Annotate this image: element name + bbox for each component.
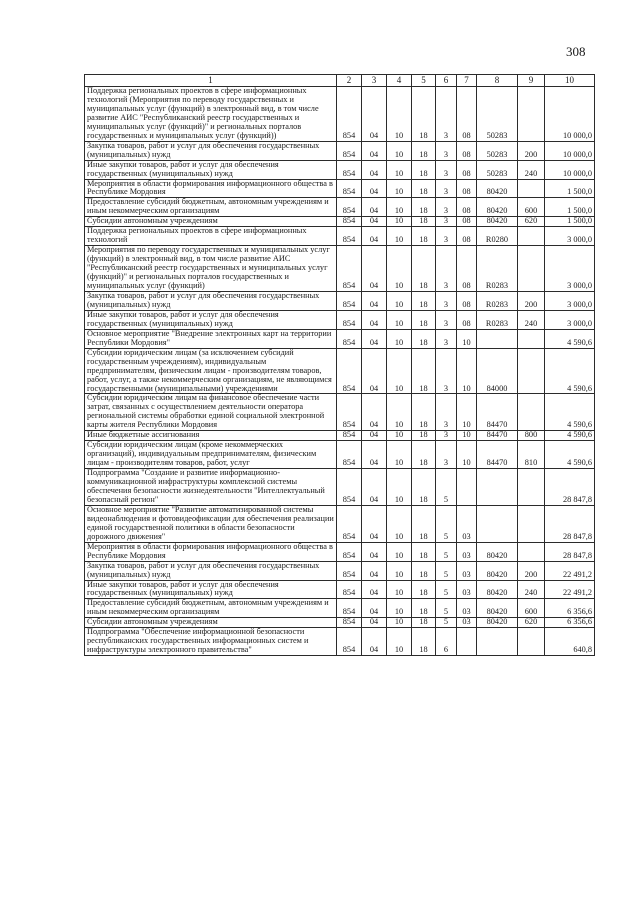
cell-program: 18 (412, 394, 436, 431)
cell-ministry: 854 (337, 505, 362, 542)
cell-expense-type: 200 (518, 291, 545, 310)
cell-section: 04 (362, 246, 387, 292)
row-name: Предоставление субсидий бюджетным, автономным учреждениям и иным некоммерческим организациям (85, 599, 337, 618)
table-row (85, 618, 595, 628)
cell-section: 04 (362, 394, 387, 431)
cell-program: 18 (412, 246, 436, 292)
cell-activity: 08 (457, 217, 477, 227)
cell-activity: 08 (457, 160, 477, 179)
cell-expense-type (518, 505, 545, 542)
cell-direction: R0283 (477, 291, 518, 310)
cell-subsection: 10 (387, 441, 412, 469)
cell-subprogram: 3 (436, 160, 457, 179)
cell-section: 04 (362, 542, 387, 561)
row-name: Основное мероприятие "Развитие автоматизированной системы видеонаблюдения и фотовидеофиксации для обеспечения реализации единой государственной политики в области безопасности дорожного движения" (85, 505, 337, 542)
cell-expense-type (518, 542, 545, 561)
cell-subsection: 10 (387, 580, 412, 599)
cell-subsection: 10 (387, 431, 412, 441)
cell-amount: 4 590,6 (545, 329, 595, 348)
table-row (85, 227, 595, 246)
table-row (85, 561, 595, 580)
cell-activity: 10 (457, 441, 477, 469)
cell-expense-type (518, 348, 545, 394)
cell-direction (477, 505, 518, 542)
cell-ministry: 854 (337, 198, 362, 217)
cell-subsection: 10 (387, 160, 412, 179)
cell-section: 04 (362, 217, 387, 227)
cell-program: 18 (412, 179, 436, 198)
cell-amount: 3 000,0 (545, 246, 595, 292)
cell-subprogram: 5 (436, 618, 457, 628)
cell-expense-type (518, 329, 545, 348)
cell-subprogram: 5 (436, 599, 457, 618)
cell-ministry: 854 (337, 87, 362, 142)
cell-activity: 08 (457, 198, 477, 217)
cell-direction: 80420 (477, 198, 518, 217)
column-header: 1 (85, 75, 337, 87)
cell-activity: 03 (457, 599, 477, 618)
cell-subprogram: 3 (436, 87, 457, 142)
cell-expense-type: 240 (518, 310, 545, 329)
cell-ministry: 854 (337, 561, 362, 580)
cell-section: 04 (362, 599, 387, 618)
cell-amount: 10 000,0 (545, 141, 595, 160)
row-name: Мероприятия в области формирования информационного общества в Республике Мордовия (85, 179, 337, 198)
table-row (85, 505, 595, 542)
cell-ministry: 854 (337, 542, 362, 561)
cell-activity: 03 (457, 505, 477, 542)
cell-ministry: 854 (337, 599, 362, 618)
cell-ministry: 854 (337, 618, 362, 628)
cell-subprogram: 5 (436, 542, 457, 561)
cell-subsection: 10 (387, 87, 412, 142)
cell-amount: 4 590,6 (545, 394, 595, 431)
cell-ministry: 854 (337, 246, 362, 292)
cell-program: 18 (412, 291, 436, 310)
cell-section: 04 (362, 160, 387, 179)
cell-section: 04 (362, 441, 387, 469)
cell-section: 04 (362, 329, 387, 348)
cell-section: 04 (362, 561, 387, 580)
row-name: Предоставление субсидий бюджетным, автономным учреждениям и иным некоммерческим организациям (85, 198, 337, 217)
table-row (85, 141, 595, 160)
cell-subprogram: 3 (436, 394, 457, 431)
cell-direction: R0283 (477, 246, 518, 292)
page-number: 308 (566, 44, 586, 59)
cell-expense-type (518, 246, 545, 292)
cell-amount: 28 847,8 (545, 469, 595, 506)
cell-direction: 50283 (477, 141, 518, 160)
cell-direction: 50283 (477, 160, 518, 179)
table-row (85, 348, 595, 394)
cell-activity: 08 (457, 246, 477, 292)
cell-program: 18 (412, 217, 436, 227)
cell-ministry: 854 (337, 628, 362, 656)
table-row (85, 431, 595, 441)
cell-program: 18 (412, 348, 436, 394)
cell-subprogram: 3 (436, 179, 457, 198)
cell-direction: 80420 (477, 542, 518, 561)
cell-activity: 08 (457, 227, 477, 246)
cell-amount: 22 491,2 (545, 561, 595, 580)
cell-subsection: 10 (387, 291, 412, 310)
table-row (85, 179, 595, 198)
cell-expense-type: 620 (518, 618, 545, 628)
table-row (85, 469, 595, 506)
cell-subsection: 10 (387, 394, 412, 431)
cell-amount: 6 356,6 (545, 618, 595, 628)
cell-direction: 84470 (477, 441, 518, 469)
cell-subsection: 10 (387, 561, 412, 580)
table-row (85, 310, 595, 329)
cell-section: 04 (362, 198, 387, 217)
row-name: Иные закупки товаров, работ и услуг для обеспечения государственных (муниципальных) нужд (85, 160, 337, 179)
cell-expense-type: 620 (518, 217, 545, 227)
cell-ministry: 854 (337, 348, 362, 394)
cell-expense-type: 200 (518, 141, 545, 160)
table-row (85, 87, 595, 142)
cell-subsection: 10 (387, 628, 412, 656)
cell-ministry: 854 (337, 469, 362, 506)
cell-ministry: 854 (337, 431, 362, 441)
cell-amount: 10 000,0 (545, 87, 595, 142)
cell-expense-type (518, 628, 545, 656)
cell-subsection: 10 (387, 348, 412, 394)
column-header: 3 (362, 75, 387, 87)
column-header: 10 (545, 75, 595, 87)
cell-activity (457, 628, 477, 656)
cell-activity: 10 (457, 431, 477, 441)
cell-subprogram: 3 (436, 310, 457, 329)
row-name: Мероприятия в области формирования информационного общества в Республике Мордовия (85, 542, 337, 561)
cell-expense-type (518, 179, 545, 198)
cell-direction: 84470 (477, 394, 518, 431)
column-header: 9 (518, 75, 545, 87)
cell-direction: 80420 (477, 217, 518, 227)
cell-subsection: 10 (387, 217, 412, 227)
cell-activity: 10 (457, 348, 477, 394)
cell-subprogram: 5 (436, 580, 457, 599)
cell-amount: 22 491,2 (545, 580, 595, 599)
cell-subsection: 10 (387, 599, 412, 618)
cell-ministry: 854 (337, 580, 362, 599)
cell-section: 04 (362, 348, 387, 394)
table-row (85, 542, 595, 561)
cell-activity: 08 (457, 141, 477, 160)
cell-ministry: 854 (337, 310, 362, 329)
cell-subprogram: 3 (436, 141, 457, 160)
cell-subsection: 10 (387, 618, 412, 628)
row-name: Субсидии юридическим лицам (кроме некоммерческих организаций), индивидуальным предпринимателям, физическим лицам - производителям товаров, работ, услуг (85, 441, 337, 469)
cell-amount: 10 000,0 (545, 160, 595, 179)
cell-ministry: 854 (337, 141, 362, 160)
cell-ministry: 854 (337, 329, 362, 348)
cell-activity: 03 (457, 561, 477, 580)
cell-activity: 08 (457, 291, 477, 310)
cell-expense-type: 810 (518, 441, 545, 469)
cell-expense-type (518, 227, 545, 246)
cell-ministry: 854 (337, 217, 362, 227)
budget-table (84, 74, 595, 656)
cell-direction: R0280 (477, 227, 518, 246)
cell-expense-type: 800 (518, 431, 545, 441)
cell-subprogram: 3 (436, 431, 457, 441)
cell-section: 04 (362, 179, 387, 198)
cell-amount: 6 356,6 (545, 599, 595, 618)
cell-section: 04 (362, 505, 387, 542)
row-name: Основное мероприятие "Внедрение электронных карт на территории Республики Мордовия" (85, 329, 337, 348)
column-header: 8 (477, 75, 518, 87)
table-row (85, 246, 595, 292)
row-name: Закупка товаров, работ и услуг для обеспечения государственных (муниципальных) нужд (85, 561, 337, 580)
cell-expense-type (518, 87, 545, 142)
cell-activity: 08 (457, 310, 477, 329)
cell-expense-type: 240 (518, 160, 545, 179)
cell-amount: 4 590,6 (545, 441, 595, 469)
cell-expense-type: 200 (518, 561, 545, 580)
cell-activity (457, 469, 477, 506)
cell-section: 04 (362, 227, 387, 246)
cell-amount: 28 847,8 (545, 542, 595, 561)
cell-program: 18 (412, 542, 436, 561)
cell-amount: 3 000,0 (545, 310, 595, 329)
cell-expense-type: 600 (518, 198, 545, 217)
row-name: Иные бюджетные ассигнования (85, 431, 337, 441)
row-name: Иные закупки товаров, работ и услуг для обеспечения государственных (муниципальных) нужд (85, 580, 337, 599)
cell-ministry: 854 (337, 227, 362, 246)
table-row (85, 198, 595, 217)
cell-subsection: 10 (387, 329, 412, 348)
cell-subprogram: 3 (436, 246, 457, 292)
cell-direction: 80420 (477, 580, 518, 599)
cell-expense-type: 240 (518, 580, 545, 599)
cell-direction: 80420 (477, 618, 518, 628)
row-name: Мероприятия по переводу государственных и муниципальных услуг (функций) в электронный вид, в том числе развитие АИС "Республиканский реестр государственных и муниципальных услуг (функций)" и региональных порталов государственных и муниципальных услуг (функций) (85, 246, 337, 292)
cell-amount: 640,8 (545, 628, 595, 656)
cell-section: 04 (362, 87, 387, 142)
cell-expense-type (518, 469, 545, 506)
row-name: Закупка товаров, работ и услуг для обеспечения государственных (муниципальных) нужд (85, 141, 337, 160)
cell-subsection: 10 (387, 227, 412, 246)
row-name: Субсидии юридическим лицам (за исключением субсидий государственным учреждениям), индивидуальным предпринимателям, физическим лицам - производителям товаров, работ, услуг, а также некоммерческим организациям, не являющимся государственными (муниципальными) учреждениями (85, 348, 337, 394)
cell-direction: R0283 (477, 310, 518, 329)
cell-subprogram: 3 (436, 348, 457, 394)
cell-program: 18 (412, 87, 436, 142)
table-row (85, 291, 595, 310)
cell-section: 04 (362, 618, 387, 628)
row-name: Закупка товаров, работ и услуг для обеспечения государственных (муниципальных) нужд (85, 291, 337, 310)
table-row (85, 160, 595, 179)
cell-activity: 03 (457, 618, 477, 628)
cell-subprogram: 5 (436, 561, 457, 580)
cell-activity: 03 (457, 580, 477, 599)
cell-direction: 80420 (477, 599, 518, 618)
cell-subprogram: 5 (436, 469, 457, 506)
table-row (85, 217, 595, 227)
cell-activity: 08 (457, 179, 477, 198)
row-name: Субсидии автономным учреждениям (85, 618, 337, 628)
cell-expense-type: 600 (518, 599, 545, 618)
cell-subprogram: 3 (436, 217, 457, 227)
table-row (85, 628, 595, 656)
table-row (85, 599, 595, 618)
cell-subprogram: 3 (436, 329, 457, 348)
cell-subprogram: 3 (436, 441, 457, 469)
column-header: 7 (457, 75, 477, 87)
table-row (85, 394, 595, 431)
cell-section: 04 (362, 580, 387, 599)
cell-subsection: 10 (387, 198, 412, 217)
table-row (85, 329, 595, 348)
cell-program: 18 (412, 505, 436, 542)
cell-program: 18 (412, 141, 436, 160)
cell-section: 04 (362, 310, 387, 329)
cell-subsection: 10 (387, 246, 412, 292)
table-header-row (85, 75, 595, 87)
row-name: Субсидии автономным учреждениям (85, 217, 337, 227)
cell-ministry: 854 (337, 394, 362, 431)
cell-program: 18 (412, 329, 436, 348)
cell-subprogram: 3 (436, 227, 457, 246)
cell-amount: 4 590,6 (545, 431, 595, 441)
column-header: 4 (387, 75, 412, 87)
cell-subsection: 10 (387, 505, 412, 542)
table-row (85, 580, 595, 599)
cell-section: 04 (362, 291, 387, 310)
cell-ministry: 854 (337, 160, 362, 179)
cell-direction: 50283 (477, 87, 518, 142)
cell-program: 18 (412, 618, 436, 628)
cell-amount: 3 000,0 (545, 291, 595, 310)
cell-direction: 80420 (477, 179, 518, 198)
column-header: 5 (412, 75, 436, 87)
cell-amount: 3 000,0 (545, 227, 595, 246)
row-name: Поддержка региональных проектов в сфере информационных технологий (Мероприятия по переводу государственных и муниципальных услуг (функций) в электронный вид, в том числе развитие АИС "Республиканский реестр государственных и муниципальных услуг (функций)" и региональных порталов государственных и муниципальных услуг (функций)) (85, 87, 337, 142)
row-name: Поддержка региональных проектов в сфере информационных технологий (85, 227, 337, 246)
cell-program: 18 (412, 198, 436, 217)
cell-amount: 4 590,6 (545, 348, 595, 394)
cell-program: 18 (412, 431, 436, 441)
cell-direction (477, 469, 518, 506)
cell-program: 18 (412, 561, 436, 580)
row-name: Иные закупки товаров, работ и услуг для обеспечения государственных (муниципальных) нужд (85, 310, 337, 329)
row-name: Подпрограмма "Обеспечение информационной безопасности республиканских государственных информационных систем и инфраструктуры электронного правительства" (85, 628, 337, 656)
cell-ministry: 854 (337, 441, 362, 469)
cell-section: 04 (362, 431, 387, 441)
cell-direction: 84470 (477, 431, 518, 441)
row-name: Субсидии юридическим лицам на финансовое обеспечение части затрат, связанных с осуществлением деятельности оператора региональной системы обработки единой социальной электронной карты жителя Республики Мордовия (85, 394, 337, 431)
cell-amount: 1 500,0 (545, 179, 595, 198)
cell-program: 18 (412, 160, 436, 179)
cell-subsection: 10 (387, 141, 412, 160)
cell-program: 18 (412, 599, 436, 618)
cell-program: 18 (412, 469, 436, 506)
cell-section: 04 (362, 141, 387, 160)
cell-program: 18 (412, 580, 436, 599)
table-body (85, 87, 595, 656)
cell-program: 18 (412, 441, 436, 469)
cell-subsection: 10 (387, 310, 412, 329)
cell-activity: 08 (457, 87, 477, 142)
cell-subsection: 10 (387, 469, 412, 506)
cell-ministry: 854 (337, 179, 362, 198)
cell-program: 18 (412, 628, 436, 656)
cell-subsection: 10 (387, 542, 412, 561)
cell-program: 18 (412, 227, 436, 246)
cell-subprogram: 5 (436, 505, 457, 542)
cell-direction (477, 329, 518, 348)
cell-direction: 80420 (477, 561, 518, 580)
cell-activity: 03 (457, 542, 477, 561)
cell-amount: 1 500,0 (545, 198, 595, 217)
cell-subprogram: 6 (436, 628, 457, 656)
table-row (85, 441, 595, 469)
cell-subprogram: 3 (436, 198, 457, 217)
cell-amount: 28 847,8 (545, 505, 595, 542)
cell-section: 04 (362, 469, 387, 506)
cell-subsection: 10 (387, 179, 412, 198)
cell-activity: 10 (457, 394, 477, 431)
cell-amount: 1 500,0 (545, 217, 595, 227)
cell-ministry: 854 (337, 291, 362, 310)
row-name: Подпрограмма "Создание и развитие информационно-коммуникационной инфраструктуры комплексной системы обеспечения безопасности жизнедеятельности "Интеллектуальный безопасный регион" (85, 469, 337, 506)
column-header: 2 (337, 75, 362, 87)
cell-expense-type (518, 394, 545, 431)
cell-direction (477, 628, 518, 656)
column-header: 6 (436, 75, 457, 87)
cell-section: 04 (362, 628, 387, 656)
cell-program: 18 (412, 310, 436, 329)
cell-subprogram: 3 (436, 291, 457, 310)
cell-activity: 10 (457, 329, 477, 348)
cell-direction: 84000 (477, 348, 518, 394)
